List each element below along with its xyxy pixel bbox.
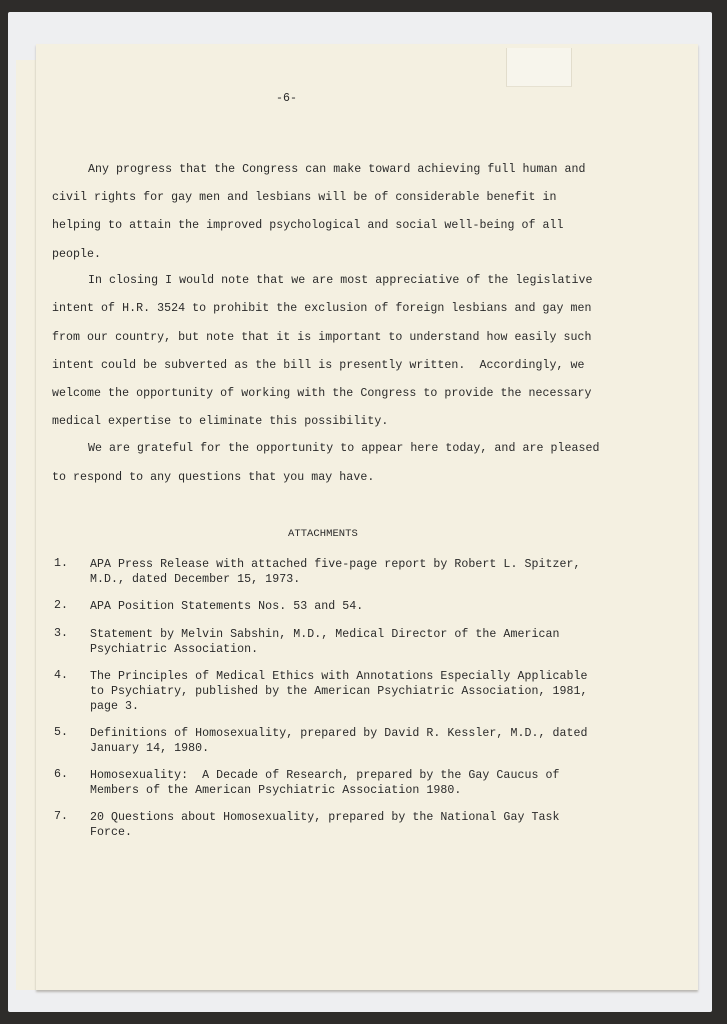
paragraph-2-line-6: medical expertise to eliminate this possibility. [52,415,389,428]
paper-tab-fold [506,48,572,87]
paragraph-2-line-5: welcome the opportunity of working with the Congress to provide the necessary [52,387,592,400]
attachment-6-line-1: Homosexuality: A Decade of Research, prepared by the Gay Caucus of [90,769,560,782]
attachment-1-line-2: M.D., dated December 15, 1973. [90,573,301,586]
attachment-4-line-2: to Psychiatry, published by the American Psychiatric Association, 1981, [90,685,588,698]
paragraph-1-line-4: people. [52,248,102,261]
attachment-6-line-2: Members of the American Psychiatric Association 1980. [90,784,462,797]
attachment-3-line-1: Statement by Melvin Sabshin, M.D., Medical Director of the American [90,628,560,641]
page-number: -6- [276,92,298,105]
attachment-3-number: 3. [54,627,69,640]
paragraph-2-line-3: from our country, but note that it is important to understand how easily such [52,331,592,344]
attachment-2-number: 2. [54,599,69,612]
document-page [36,44,698,990]
attachment-5-number: 5. [54,726,69,739]
attachments-heading: ATTACHMENTS [288,528,358,540]
attachment-3-line-2: Psychiatric Association. [90,643,259,656]
attachment-7-line-1: 20 Questions about Homosexuality, prepared by the National Gay Task [90,811,560,824]
attachment-5-line-2: January 14, 1980. [90,742,210,755]
attachment-5-line-1: Definitions of Homosexuality, prepared by David R. Kessler, M.D., dated [90,727,588,740]
attachment-6-number: 6. [54,768,69,781]
paragraph-1-line-3: helping to attain the improved psychological and social well-being of all [52,219,564,232]
attachment-1-number: 1. [54,557,69,570]
attachment-4-number: 4. [54,669,69,682]
attachment-2-line-1: APA Position Statements Nos. 53 and 54. [90,600,364,613]
paragraph-3-line-2: to respond to any questions that you may have. [52,471,375,484]
attachment-7-number: 7. [54,810,69,823]
attachment-7-line-2: Force. [90,826,133,839]
attachment-4-line-3: page 3. [90,700,140,713]
paragraph-2-line-1: In closing I would note that we are most appreciative of the legislative [88,274,593,287]
attachment-4-line-1: The Principles of Medical Ethics with Annotations Especially Applicable [90,670,588,683]
paragraph-3-line-1: We are grateful for the opportunity to appear here today, and are pleased [88,442,600,455]
paragraph-1-line-2: civil rights for gay men and lesbians will be of considerable benefit in [52,191,557,204]
attachment-1-line-1: APA Press Release with attached five-page report by Robert L. Spitzer, [90,558,581,571]
paragraph-1-line-1: Any progress that the Congress can make toward achieving full human and [88,163,586,176]
paragraph-2-line-2: intent of H.R. 3524 to prohibit the exclusion of foreign lesbians and gay men [52,302,592,315]
paper-left-edge [16,60,38,990]
paragraph-2-line-4: intent could be subverted as the bill is presently written. Accordingly, we [52,359,585,372]
